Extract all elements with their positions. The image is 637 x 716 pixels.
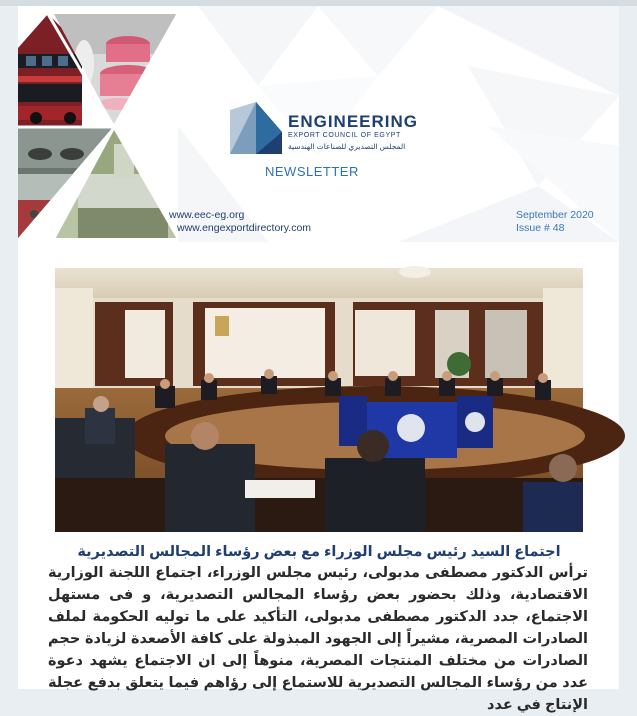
logo-subtitle: EXPORT COUNCIL OF EGYPT — [288, 132, 401, 139]
article-title: اجتماع السيد رئيس مجلس الوزراء مع بعض رؤساء المجالس التصديرية — [77, 544, 561, 560]
article-body: ترأس الدكتور مصطفى مدبولى، رئيس مجلس الوزراء، اجتماع اللجنة الوزارية الاقتصادية، وذلك بحضور بعض رؤساء المجالس التصديرية، و فى مستهل الاجتماع، جدد الدكتور مصطفى مدبولى، التأكيد على ما توليه الحكومة لملف الصادرات المصرية، مشيراً إلى الجهود المبذولة على كافة الأصعدة لزيادة حجم الصادرات من مختلف المنتجات المصرية، منوهاً إلى ان الاجتماع يشهد دعوة عدد من رؤساء المجالس التصديرية للاستماع إلى رؤاهم فيما يتعلق بدفع عجلة الإنتاج في عدد — [48, 565, 588, 713]
issue-number: Issue # 48 — [516, 222, 565, 234]
logo-arabic-name: المجلس التصديري للصناعات الهندسية — [288, 142, 406, 151]
issue-date: September 2020 — [516, 209, 594, 221]
newsletter-header — [18, 6, 619, 242]
industry-photo-mosaic — [18, 14, 178, 238]
directory-link[interactable]: www.engexportdirectory.com — [177, 222, 312, 234]
newsletter-page — [18, 6, 619, 713]
meeting-room-photo — [55, 268, 583, 532]
logo-triangle-mark — [226, 102, 284, 154]
article-photo — [55, 268, 583, 532]
website-link[interactable]: www.eec-eg.org — [169, 209, 245, 221]
eec-logo — [226, 102, 426, 154]
newsletter-label: NEWSLETTER — [265, 164, 359, 179]
logo-title: ENGINEERING — [288, 112, 419, 131]
